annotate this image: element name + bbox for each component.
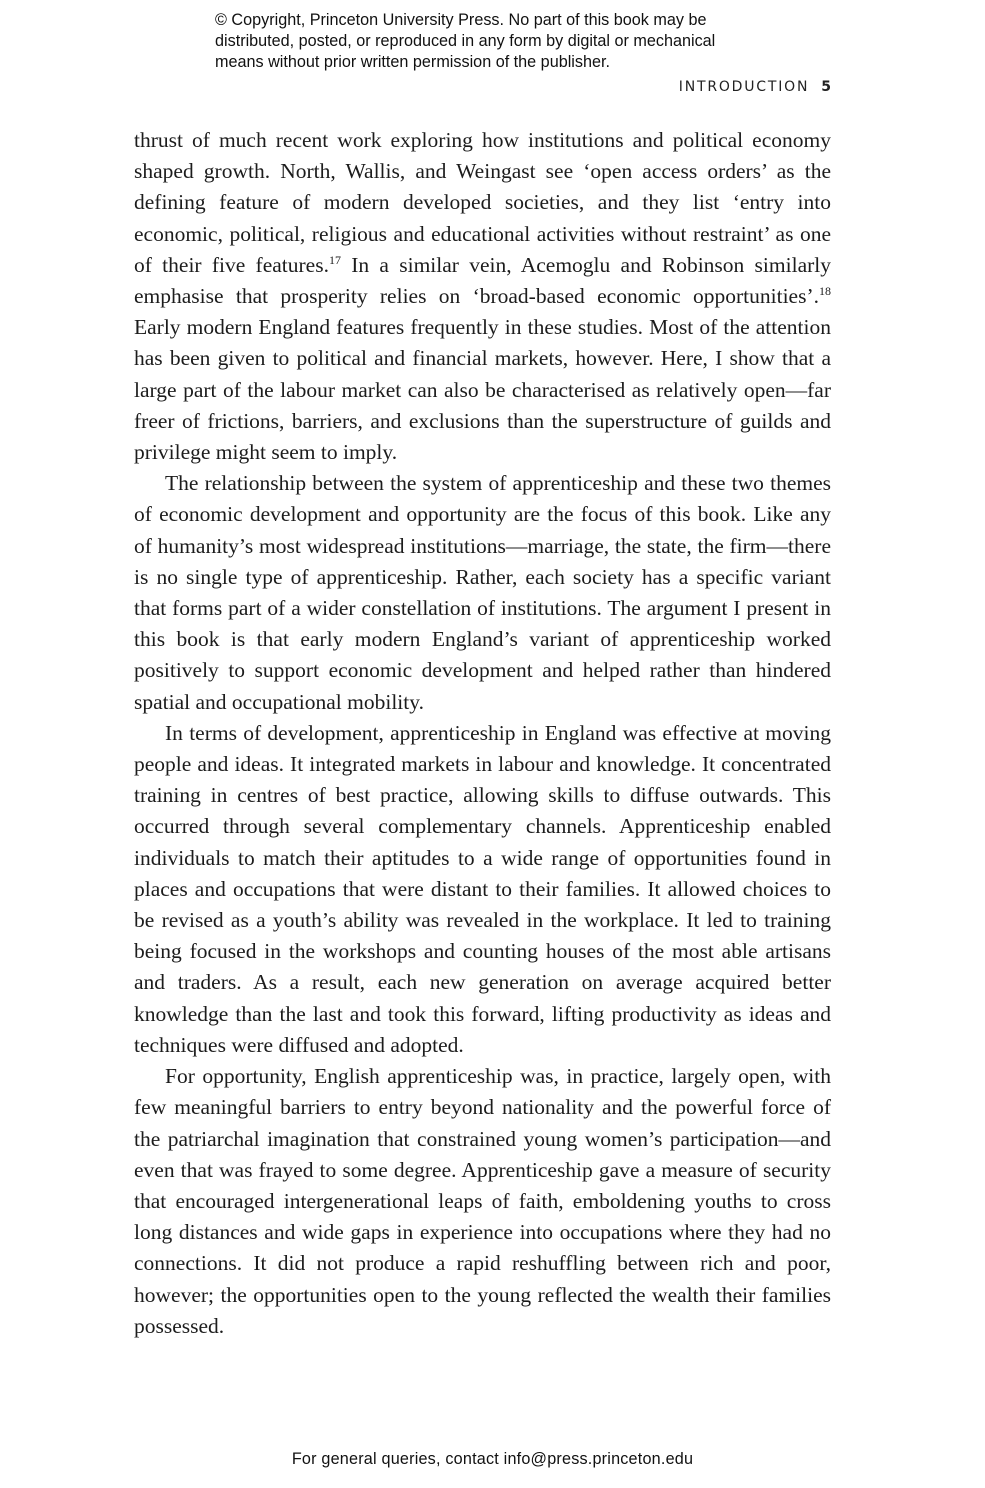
paragraph-1-part-b: In a similar vein, Acemoglu and Robinson similarly emphasise that prosperity relies on ‘broad-based economic opportunities’.	[134, 252, 831, 309]
copyright-line-1: © Copyright, Princeton University Press. No part of this book may be	[215, 11, 707, 29]
page-number: 5	[821, 79, 831, 95]
paragraph-3: In terms of development, apprenticeship in England was effective at moving people and ideas. It integrated markets in labour and knowledge. It concentrated training in centres of best practice, allowing skills to diffuse outwards. This occurred through several complementary channels. Apprenticeship enabled individuals to match their aptitudes to a wide range of opportunities found in places and occupations that were distant to their families. It allowed choices to be revised as a youth’s ability was revealed in the workplace. It led to training being focused in the workshops and counting houses of the most able artisans and traders. As a result, each new generation on average acquired better knowledge than the last and took this forward, lifting productivity as ideas and techniques were diffused and adopted.	[134, 720, 831, 1057]
copyright-notice	[215, 10, 835, 73]
copyright-line-3: means without prior written permission of the publisher.	[215, 53, 610, 71]
paragraph-2: The relationship between the system of apprenticeship and these two themes of economic development and opportunity are the focus of this book. Like any of humanity’s most widespread institutions—marriage, the state, the firm—there is no single type of apprenticeship. Rather, each society has a specific variant that forms part of a wider constellation of institutions. The argument I present in this book is that early modern England’s variant of apprenticeship worked positively to support economic development and helped rather than hindered spatial and occupational mobility.	[134, 471, 831, 714]
paragraph-1-part-c: Early modern England features frequently in these studies. Most of the attention has been given to political and financial markets, however. Here, I show that a large part of the labour market can also be characterised as relatively open—far freer of frictions, barriers, and exclusions than the superstructure of guilds and privilege might seem to imply.	[134, 315, 831, 465]
body-text	[134, 125, 831, 1342]
running-head	[679, 79, 831, 95]
paragraph-4: For opportunity, English apprenticeship was, in practice, largely open, with few meaningful barriers to entry beyond nationality and the powerful force of the patriarchal imagination that constrained young women’s participation—and even that was frayed to some degree. Apprenticeship gave a measure of security that encouraged intergenerational leaps of faith, emboldening youths to cross long distances and wide gaps in experience into occupations where they had no connections. It did not produce a rapid reshuffling between rich and poor, however; the opportunities open to the young reflected the wealth their families possessed.	[134, 1064, 831, 1338]
copyright-line-2: distributed, posted, or reproduced in any form by digital or mechanical	[215, 32, 716, 50]
footnote-ref-17[interactable]: 17	[328, 252, 341, 267]
paragraph-1	[134, 125, 831, 468]
footnote-ref-18[interactable]: 18	[819, 284, 831, 299]
footer-contact: For general queries, contact info@press.princeton.edu	[291, 1450, 694, 1468]
section-title: INTRODUCTION	[678, 79, 810, 95]
paragraph-1-part-a: thrust of much recent work exploring how institutions and political economy shaped growth. North, Wallis, and Weingast see ‘open access orders’ as the defining feature of modern developed societies, and they list ‘entry into economic, political, religious and educational activities without restraint’ as one of their five features.	[134, 128, 831, 277]
